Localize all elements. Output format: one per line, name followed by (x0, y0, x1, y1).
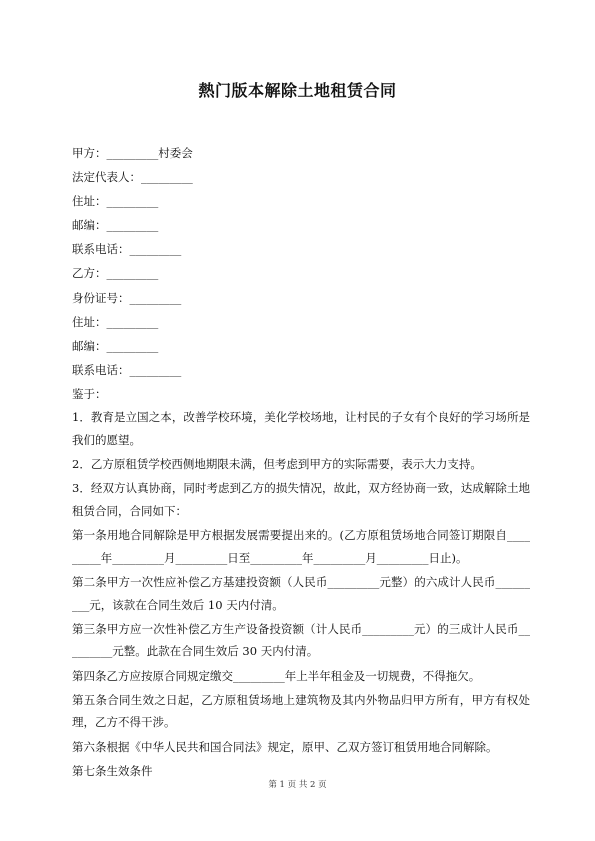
recital-1: 1．教育是立国之本，改善学校环境，美化学校场地，让村民的子女有个良好的学习场所是我们的愿望。 (72, 410, 530, 447)
document-body (72, 141, 530, 782)
party-a-phone-field: 联系电话：_________ (72, 242, 182, 257)
party-b-field: 乙方：_________ (72, 266, 159, 281)
article-1: 第一条用地合同解除是甲方根据发展需要提出来的。(乙方原租赁场地合同签订期限自_________年_________月_________日至_________年_________月_________日止)。 (72, 527, 530, 565)
party-a-address-field: 住址：_________ (72, 194, 159, 209)
party-b-address-field: 住址：_________ (72, 314, 159, 329)
party-b-postcode-field: 邮编：_________ (72, 338, 159, 353)
whereas-heading: 鉴于： (72, 386, 107, 401)
party-b-id-number-field: 身份证号：_________ (72, 290, 182, 305)
party-b-phone-field: 联系电话：_________ (72, 362, 182, 377)
page-number-footer: 第 1 页 共 2 页 (268, 780, 327, 790)
document-title: 熱门版本解除土地租赁合同 (198, 81, 397, 100)
party-a-postcode-field: 邮编：_________ (72, 218, 159, 233)
party-a-field: 甲方：_________村委会 (72, 146, 193, 160)
article-6: 第六条根据《中华人民共和国合同法》规定，原甲、乙双方签订租赁用地合同解除。 (72, 739, 498, 754)
party-a-legal-rep-field: 法定代表人：_________ (72, 170, 193, 185)
article-4: 第四条乙方应按原合同规定缴交_________年上半年租金及一切规费，不得拖欠。 (72, 668, 481, 683)
article-7: 第七条生效条件 (72, 763, 153, 778)
article-3: 第三条甲方应一次性补偿乙方生产设备投资额（计人民币_________元）的三成计人民币_________元整。此款在合同生效后 30 天内付清。 (72, 621, 530, 659)
article-5: 第五条合同生效之日起，乙方原租赁场地上建筑物及其内外物品归甲方所有，甲方有权处理，乙方不得干涉。 (72, 692, 530, 730)
recital-3: 3．经双方认真协商，同时考虑到乙方的损失情况，故此，双方经协商一致，达成解除土地租赁合同，合同如下： (72, 481, 530, 518)
article-2: 第二条甲方一次性应补偿乙方基建投资额（人民币_________元整）的六成计人民币_________元，该款在合同生效后 10 天内付清。 (72, 574, 530, 612)
recital-2: 2．乙方原租赁学校西侧地期限未满，但考虑到甲方的实际需要，表示大力支持。 (72, 456, 482, 471)
